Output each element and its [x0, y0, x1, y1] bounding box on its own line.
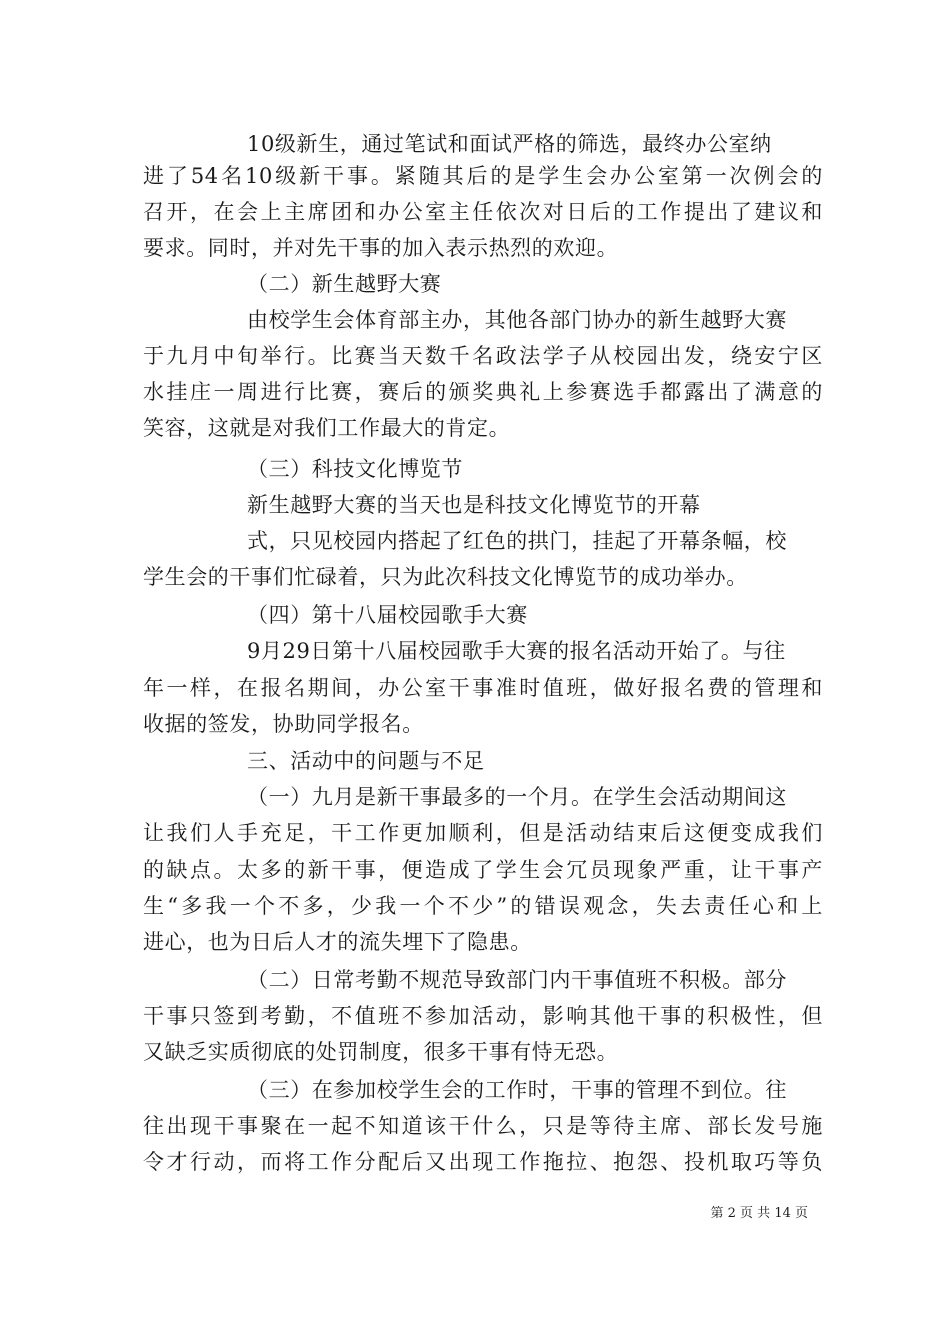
section-heading: （四）第十八届校园歌手大赛 — [247, 603, 528, 627]
paragraph-line: 学生会的干事们忙碌着，只为此次科技文化博览节的成功举办。 — [143, 565, 748, 589]
paragraph-line: 进心，也为日后人才的流失埋下了隐患。 — [143, 930, 532, 954]
paragraph-line: 水挂庄一周进行比赛，赛后的颁奖典礼上参赛选手都露出了满意的 — [143, 380, 823, 404]
paragraph-line: 9月29日第十八届校园歌手大赛的报名活动开始了。与往 — [247, 639, 786, 663]
paragraph-line: 笑容，这就是对我们工作最大的肯定。 — [143, 416, 511, 440]
paragraph-line: 令才行动，而将工作分配后又出现工作拖拉、抱怨、投机取巧等负 — [143, 1150, 823, 1174]
paragraph-line: （二）日常考勤不规范导致部门内干事值班不积极。部分 — [247, 968, 787, 992]
section-heading: 三、活动中的问题与不足 — [247, 749, 485, 773]
paragraph-line: 年一样，在报名期间，办公室干事准时值班，做好报名费的管理和 — [143, 676, 823, 700]
paragraph-line: 10级新生，通过笔试和面试严格的筛选，最终办公室纳 — [247, 132, 772, 156]
paragraph-line: 又缺乏实质彻底的处罚制度，很多干事有恃无恐。 — [143, 1040, 619, 1064]
paragraph-line: （一）九月是新干事最多的一个月。在学生会活动期间这 — [247, 785, 787, 809]
paragraph-line: 往出现干事聚在一起不知道该干什么，只是等待主席、部长发号施 — [143, 1114, 823, 1138]
paragraph-line: 要求。同时，并对先干事的加入表示热烈的欢迎。 — [143, 236, 619, 260]
paragraph-line: 召开，在会上主席团和办公室主任依次对日后的工作提出了建议和 — [143, 200, 823, 224]
paragraph-line: 新生越野大赛的当天也是科技文化博览节的开幕 — [247, 493, 701, 517]
paragraph-line: 的缺点。太多的新干事，便造成了学生会冗员现象严重，让干事产 — [143, 858, 823, 882]
page-number-footer: 第 2 页 共 14 页 — [710, 1206, 808, 1221]
paragraph-line: 收据的签发，协助同学报名。 — [143, 712, 424, 736]
paragraph-line: 式，只见校园内搭起了红色的拱门，挂起了开幕条幅，校 — [247, 529, 787, 553]
section-heading: （二）新生越野大赛 — [247, 272, 442, 296]
paragraph-line: （三）在参加校学生会的工作时，干事的管理不到位。往 — [247, 1078, 787, 1102]
paragraph-line: 让我们人手充足，干工作更加顺利，但是活动结束后这便变成我们 — [143, 821, 823, 845]
paragraph-line: 生“多我一个不多，少我一个不少”的错误观念，失去责任心和上 — [143, 894, 823, 918]
paragraph-line: 于九月中旬举行。比赛当天数千名政法学子从校园出发，绕安宁区 — [143, 344, 823, 368]
paragraph-line: 干事只签到考勤，不值班不参加活动，影响其他干事的积极性，但 — [143, 1004, 823, 1028]
paragraph-line: 进了54名10级新干事。紧随其后的是学生会办公室第一次例会的 — [143, 164, 823, 188]
section-heading: （三）科技文化博览节 — [247, 457, 463, 481]
paragraph-line: 由校学生会体育部主办，其他各部门协办的新生越野大赛 — [247, 308, 787, 332]
